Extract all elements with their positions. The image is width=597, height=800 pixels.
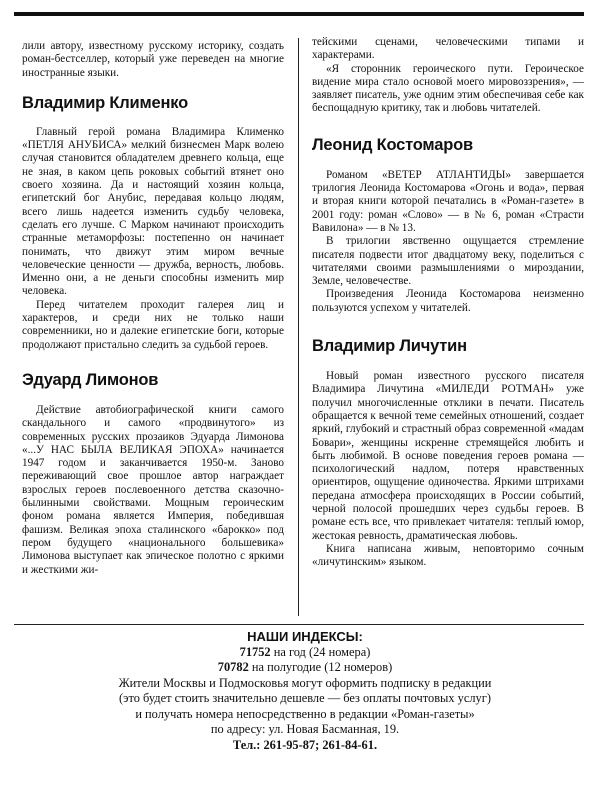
- kostomarov-paragraph-1: Романом «ВЕТЕР АТЛАНТИДЫ» завершается трилогия Леонида Костомарова «Огонь и вода», первая и вторая книги которой печатались в «Роман-газете» в 2001 году: роман «Слово» — в № 6, роман «Страсти Вавилона» — в № 13.: [312, 168, 584, 234]
- address-line: по адресу: ул. Новая Басманная, 19.: [210, 722, 400, 736]
- column-divider: [298, 38, 299, 616]
- kostomarov-paragraph-3: Произведения Леонида Костомарова неизменно пользуются успехом у читателей.: [312, 288, 584, 314]
- kostomarov-paragraph-2: В трилогии явственно ощущается стремление писателя подвести итог двадцатому веку, поделиться с читателями своими размышлениями о мироздании, Земле, человечестве.: [312, 235, 584, 288]
- heading-limonov: Эдуард Лимонов: [22, 370, 159, 389]
- book-title-veter: ВЕТЕР АТЛАНТИДЫ: [387, 168, 506, 181]
- lichutin-paragraph-2: Книга написана живым, неповторимо сочным «личутинским» языком.: [312, 542, 584, 569]
- book-title-epoha: ...У НАС БЫЛА ВЕЛИКАЯ ЭПОХА: [27, 443, 219, 456]
- klimenko-paragraph-1: Главный герой романа Владимира Клименко «ПЕТЛЯ АНУБИСА» мелкий бизнесмен Марк волею случая становится обладателем древнего кольца, еще не зная, в каком цепь роковых событий втянет оно своего хозяина. Да и настоящий хозяин кольца, египетский бог Анубис, передавая кольцо людям, всего лишь надеется изменить судьбу человека, сделать его лучше. С Марком начинают происходить странные метаморфозы: постепенно он начинает понимать, что движут этим миром вечные человеческие ценности — дружба, верность, любовь. Именно они, а не деньги способны изменить мир человека.: [22, 125, 284, 298]
- book-title-petlya: ПЕТЛЯ АНУБИСА: [27, 139, 122, 152]
- top-rule: [14, 12, 584, 16]
- subscription-block: [60, 629, 550, 753]
- bottom-rule: [14, 624, 584, 625]
- subscription-line-3: Жители Москвы и Подмосковья могут оформить подписку в редакции: [118, 675, 492, 690]
- phones-line: Тел.: 261-95-87; 261-84-61.: [232, 737, 378, 752]
- limonov-paragraph-1: Действие автобиографической книги самого скандального и самого «продвинутого» из современных русских прозаиков Эдуарда Лимонова «...У НАС БЫЛА ВЕЛИКАЯ ЭПОХА» начинается 1947 годом и заканчивается 1950-м. Заново переживающий свое прошлое автор награждает взрослых героев послевоенного детства сказочно-былинными свойствами. Мощным героическим фоном романа является Империя, победившая фашизм. Великая эпоха сталинского «барокко» под пером будущего «национального большевика» Лимонова выступает как эпическое полотно с яркими и жесткими жи-: [22, 403, 284, 576]
- intro-paragraph: лили автору, известному русскому историку, создать роман-бестселлер, который уже переведен на многие иностранные языки.: [22, 40, 284, 79]
- heading-klimenko: Владимир Клименко: [22, 93, 188, 112]
- index-line-year: 71752 на год (24 номера): [239, 644, 371, 659]
- index-number-halfyear: 70782: [217, 660, 249, 674]
- subscription-title: НАШИ ИНДЕКСЫ:: [247, 629, 363, 644]
- lichutin-paragraph-1: Новый роман известного русского писателя Владимира Личутина «МИЛЕДИ РОТМАН» уже получил многочисленные отклики в печати. Писатель обращается к вечной теме семейных отношений, создает яркий, глубокий и страстный образ современной «мадам Бовари», женщины искренне стремящейся любить и быть любимой. В основе поведения героев романа — психологический надлом, потеря нравственных ориентиров, ощущение одиночества. Яркими штрихами передана атмосфера происходящих в России событий, черной полосой прошедших через судьбы героев. В романе есть все, что привлекает читателя: теплый юмор, жестокая ревность, драматическая любовь.: [312, 370, 585, 542]
- heading-kostomarov: Леонид Костомаров: [312, 135, 473, 154]
- heading-lichutin: Владимир Личутин: [312, 337, 467, 356]
- right-column: [312, 36, 584, 570]
- book-title-miledi: МИЛЕДИ РОТМАН: [441, 383, 549, 396]
- index-number-year: 71752: [239, 644, 271, 659]
- subscription-line-4: (это будет стоить значительно дешевле — без оплаты почтовых услуг): [119, 691, 491, 705]
- index-line-halfyear: 70782 на полугодие (12 номеров): [217, 660, 393, 674]
- left-column: [22, 40, 284, 577]
- limonov-continuation: тейскими сценами, человеческими типами и характерами.: [312, 36, 584, 62]
- klimenko-paragraph-2: Перед читателем проходит галерея лиц и характеров, и среди них не только наши современники, но и далекие египетские боги, которые продолжают пристально следить за судьбой героев.: [22, 298, 284, 351]
- limonov-quote-paragraph: «Я сторонник героического пути. Героическое видение мира стало основой моего мировоззрения», — заявляет писатель, уже одним этим обеспечивая себе как беспощадную критику, так и любовь читателей.: [312, 62, 584, 115]
- subscription-line-5: и получать номера непосредственно в редакции «Роман-газеты»: [135, 706, 475, 721]
